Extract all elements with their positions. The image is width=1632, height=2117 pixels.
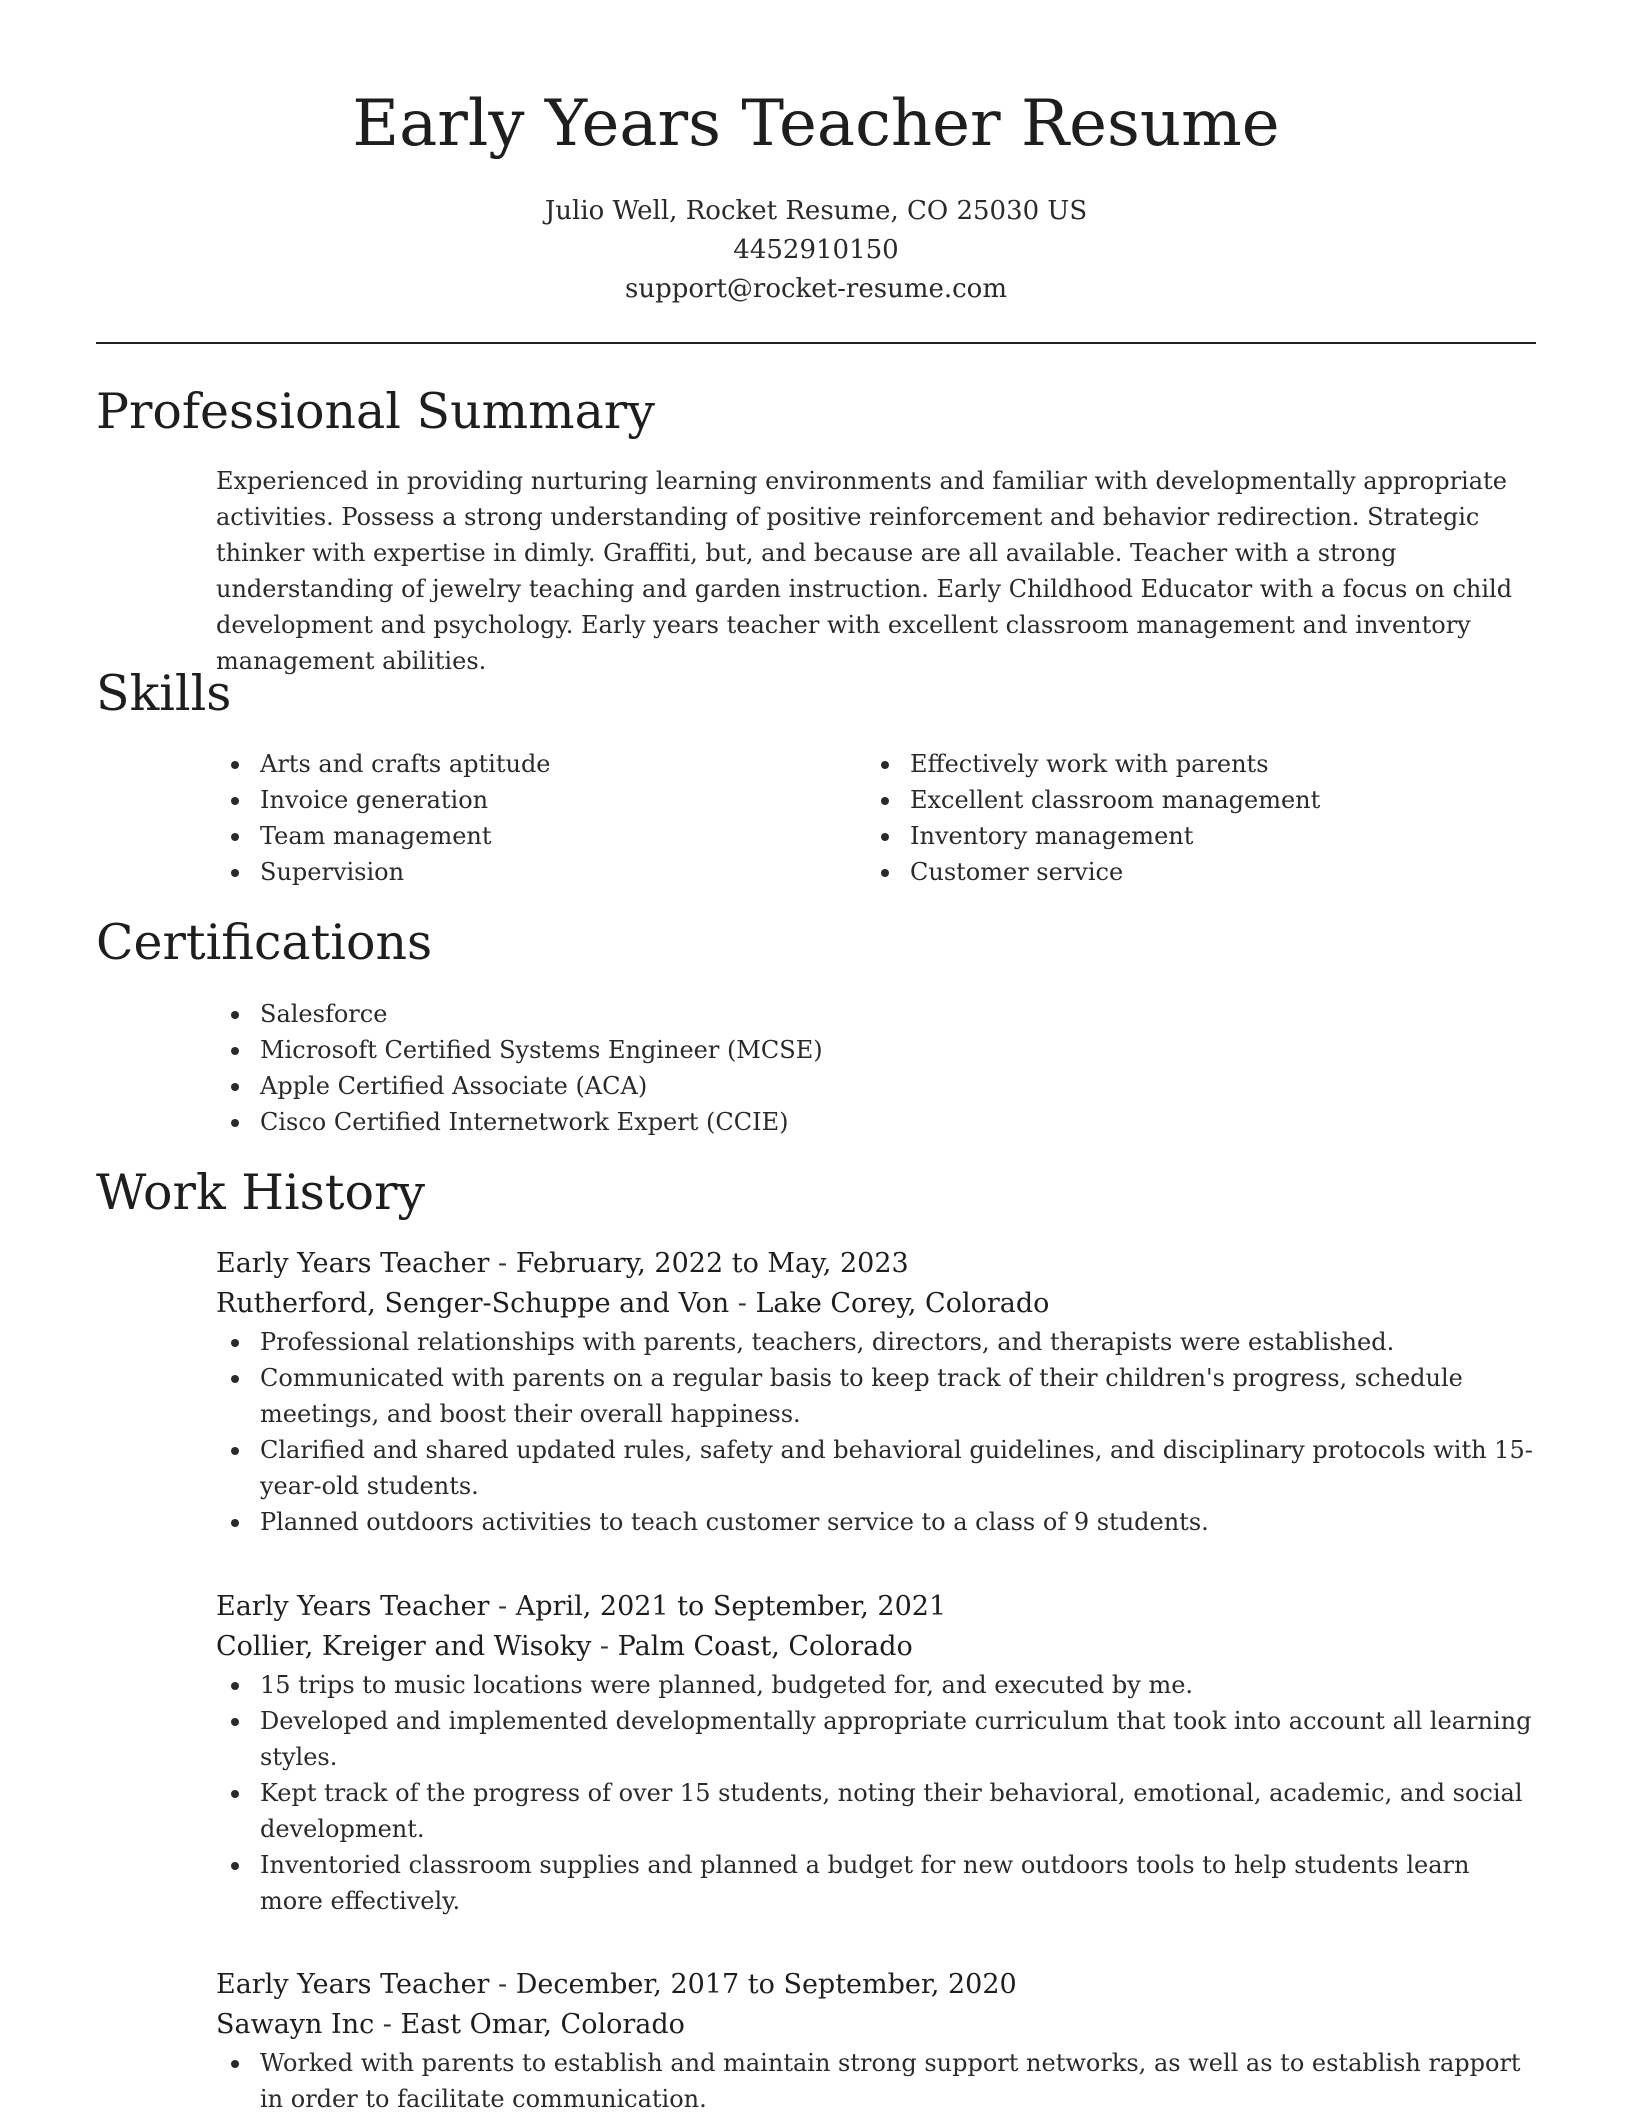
certification-item: Cisco Certified Internetwork Expert (CCIE) — [216, 1104, 1216, 1140]
job-entry — [216, 1587, 1556, 1919]
job-company: Sawayn Inc — [216, 2009, 375, 2040]
work-history-heading: Work History — [96, 1164, 426, 1221]
job-dates: April, 2021 to September, 2021 — [515, 1591, 947, 1622]
certifications-heading: Certifications — [96, 914, 433, 971]
job-duty: Communicated with parents on a regular basis to keep track of their children's progress, schedule meetings, and boost their overall happiness. — [216, 1360, 1556, 1432]
job-dates: February, 2022 to May, 2023 — [515, 1248, 909, 1279]
job-duty: 15 trips to music locations were planned, budgeted for, and executed by me. — [216, 1667, 1556, 1703]
job-company-line: Sawayn Inc - East Omar, Colorado — [216, 2009, 685, 2040]
job-title: Early Years Teacher — [216, 1591, 490, 1622]
job-duty: Planned outdoors activities to teach customer service to a class of 9 students. — [216, 1504, 1556, 1540]
summary-heading: Professional Summary — [96, 383, 655, 440]
job-duty: Clarified and shared updated rules, safety and behavioral guidelines, and disciplinary protocols with 15-year-old students. — [216, 1432, 1556, 1504]
job-location: Lake Corey, Colorado — [755, 1288, 1050, 1319]
skills-list-right — [866, 746, 1506, 890]
job-duties — [216, 1667, 1556, 1919]
skill-item: Supervision — [216, 854, 856, 890]
skills-list-left — [216, 746, 856, 890]
job-company-line: Collier, Kreiger and Wisoky - Palm Coast, Colorado — [216, 1631, 913, 1662]
certification-item: Microsoft Certified Systems Engineer (MCSE) — [216, 1032, 1216, 1068]
job-entry — [216, 1965, 1556, 2117]
job-title: Early Years Teacher — [216, 1969, 490, 2000]
job-location: East Omar, Colorado — [400, 2009, 685, 2040]
job-duty: Kept track of the progress of over 15 students, noting their behavioral, emotional, academic, and social development. — [216, 1775, 1556, 1847]
skill-item: Effectively work with parents — [866, 746, 1506, 782]
certification-item: Apple Certified Associate (ACA) — [216, 1068, 1216, 1104]
job-location: Palm Coast, Colorado — [617, 1631, 913, 1662]
job-company: Collier, Kreiger and Wisoky — [216, 1631, 592, 1662]
job-entry — [216, 1244, 1556, 1540]
job-duty: Professional relationships with parents, teachers, directors, and therapists were established. — [216, 1324, 1556, 1360]
job-duty: Developed and implemented developmentally appropriate curriculum that took into account all learning styles. — [216, 1703, 1556, 1775]
job-duty: Worked with parents to establish and maintain strong support networks, as well as to establish rapport in order to facilitate communication. — [216, 2045, 1556, 2117]
certifications-list — [216, 996, 1216, 1140]
skill-item: Arts and crafts aptitude — [216, 746, 856, 782]
job-title-line: Early Years Teacher - February, 2022 to May, 2023 — [216, 1248, 909, 1279]
job-duty: Inventoried classroom supplies and planned a budget for new outdoors tools to help students learn more effectively. — [216, 1847, 1556, 1919]
header-divider — [96, 342, 1536, 344]
job-title-line: Early Years Teacher - December, 2017 to September, 2020 — [216, 1969, 1017, 2000]
skills-heading: Skills — [96, 665, 232, 722]
job-company-line: Rutherford, Senger-Schuppe and Von - Lake Corey, Colorado — [216, 1288, 1050, 1319]
contact-email: support@rocket-resume.com — [624, 274, 1007, 304]
job-duties — [216, 1324, 1556, 1540]
contact-address: Julio Well, Rocket Resume, CO 25030 US — [544, 196, 1088, 226]
skill-item: Excellent classroom management — [866, 782, 1506, 818]
contact-phone: 4452910150 — [733, 235, 899, 265]
job-company: Rutherford, Senger-Schuppe and Von — [216, 1288, 730, 1319]
job-dates: December, 2017 to September, 2020 — [515, 1969, 1017, 2000]
summary-text: Experienced in providing nurturing learning environments and familiar with developmentally appropriate activities. Possess a strong understanding of positive reinforcement and behavior redirection. Strategic thinker with expertise in dimly. Graffiti, but, and because are all available. Teacher with a strong understanding of jewelry teaching and garden instruction. Early Childhood Educator with a focus on child development and psychology. Early years teacher with excellent classroom management and inventory management abilities. — [216, 467, 1513, 675]
job-title-line: Early Years Teacher - April, 2021 to September, 2021 — [216, 1591, 947, 1622]
skill-item: Inventory management — [866, 818, 1506, 854]
skill-item: Customer service — [866, 854, 1506, 890]
contact-block — [96, 192, 1536, 309]
job-title: Early Years Teacher — [216, 1248, 490, 1279]
skill-item: Invoice generation — [216, 782, 856, 818]
skill-item: Team management — [216, 818, 856, 854]
resume-title: Early Years Teacher Resume — [352, 87, 1280, 161]
certification-item: Salesforce — [216, 996, 1216, 1032]
job-duties — [216, 2045, 1556, 2117]
